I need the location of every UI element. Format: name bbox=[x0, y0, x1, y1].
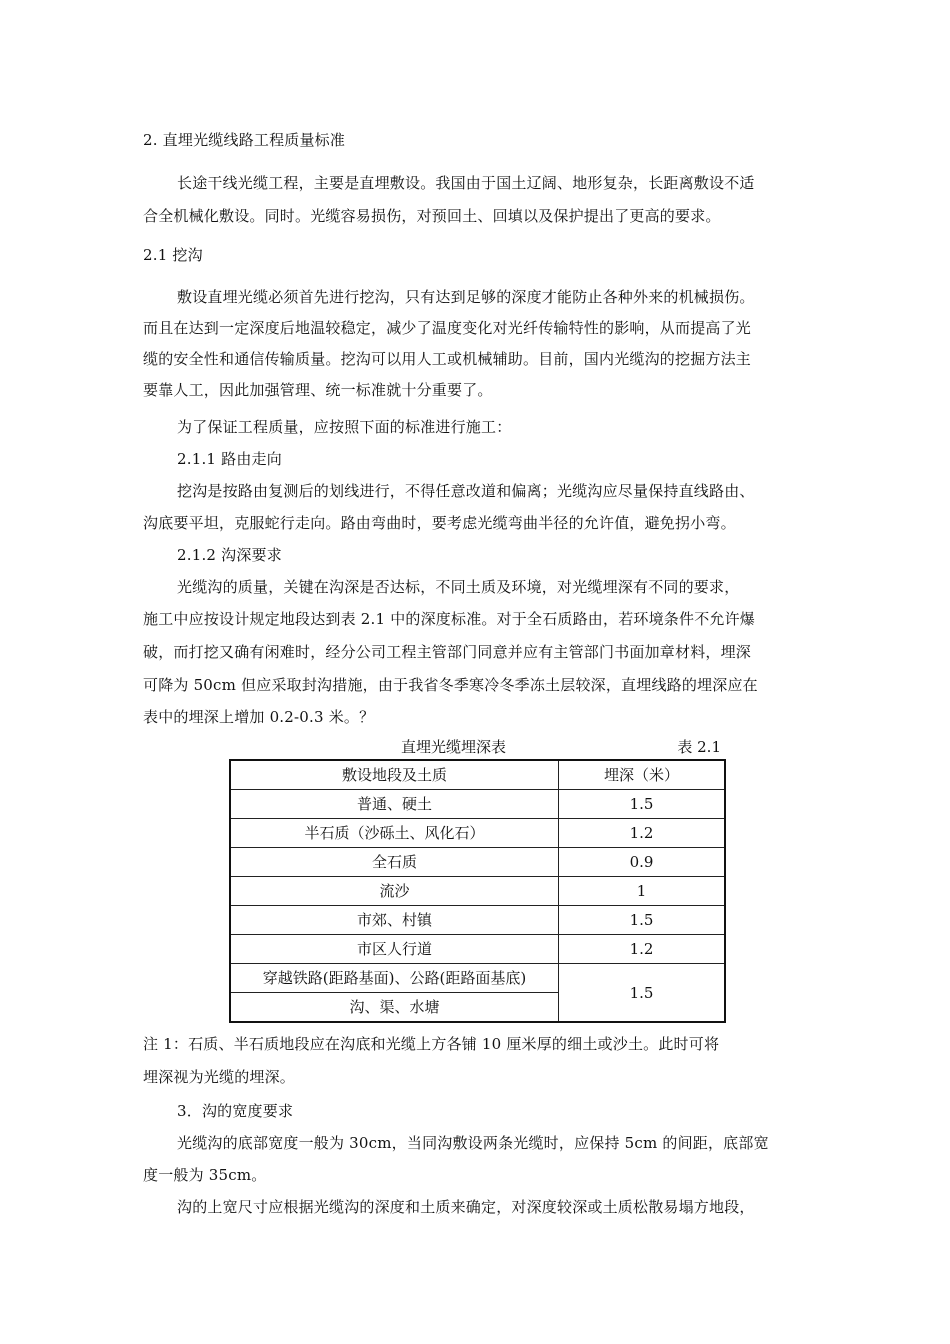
cell-soil: 普通、硬土 bbox=[230, 790, 559, 819]
section-2-1-heading: 2.1 挖沟 bbox=[143, 246, 203, 264]
header-cell-depth: 埋深（米） bbox=[559, 760, 726, 790]
table-header-row bbox=[230, 760, 725, 790]
cell-soil: 半石质（沙砾土、风化石） bbox=[230, 819, 559, 848]
section-3-paragraph-line: 沟的上宽尺寸应根据光缆沟的深度和土质来确定，对深度较深或土质松散易塌方地段， bbox=[177, 1198, 755, 1216]
section-2-paragraph-line: 合全机械化敷设。同时。光缆容易损伤，对预回土、回填以及保护提出了更高的要求。 bbox=[143, 207, 721, 225]
table-caption bbox=[229, 737, 721, 759]
section-2-1-2-paragraph-line: 施工中应按设计规定地段达到表 2.1 中的深度标准。对于全石质路由，若环境条件不允许爆 bbox=[143, 610, 755, 628]
cell-soil: 市郊、村镇 bbox=[230, 906, 559, 935]
cell-soil: 市区人行道 bbox=[230, 935, 559, 964]
section-3-paragraph-line: 光缆沟的底部宽度一般为 30cm，当同沟敷设两条光缆时，应保持 5cm 的间距，底部宽 bbox=[177, 1134, 769, 1152]
section-2-heading: 2. 直埋光缆线路工程质量标准 bbox=[143, 131, 346, 149]
table-row bbox=[230, 877, 725, 906]
cell-depth: 1.5 bbox=[559, 790, 726, 819]
section-2-1-paragraph-line: 而且在达到一定深度后地温较稳定，减少了温度变化对光纤传输特性的影响，从而提高了光 bbox=[143, 319, 752, 337]
cell-soil: 全石质 bbox=[230, 848, 559, 877]
cell-depth: 1.2 bbox=[559, 935, 726, 964]
section-2-1-2-heading: 2.1.2 沟深要求 bbox=[177, 546, 282, 564]
table-row bbox=[230, 964, 725, 993]
section-3-paragraph-line: 度一般为 35cm。 bbox=[143, 1166, 267, 1184]
table-number: 表 2.1 bbox=[677, 738, 721, 756]
table-title: 直埋光缆埋深表 bbox=[401, 738, 507, 756]
section-2-1-paragraph-line: 要靠人工，因此加强管理、统一标准就十分重要了。 bbox=[143, 381, 493, 399]
section-2-1-2-paragraph-line: 表中的埋深上增加 0.2-0.3 米。？ bbox=[143, 708, 375, 726]
section-2-1-paragraph-line: 缆的安全性和通信传输质量。挖沟可以用人工或机械辅助。目前，国内光缆沟的挖掘方法主 bbox=[143, 350, 752, 368]
cell-depth: 0.9 bbox=[559, 848, 726, 877]
section-2-1-1-paragraph-line: 沟底要平坦，克服蛇行走向。路由弯曲时，要考虑光缆弯曲半径的允许值，避免拐小弯。 bbox=[143, 514, 736, 532]
cell-soil: 流沙 bbox=[230, 877, 559, 906]
cell-depth: 1.5 bbox=[559, 906, 726, 935]
burial-depth-table bbox=[229, 759, 726, 1023]
table-row bbox=[230, 848, 725, 877]
section-2-1-2-paragraph-line: 破，而打挖又确有闲难时，经分公司工程主管部门同意并应有主管部门书面加章材料，埋深 bbox=[143, 643, 752, 661]
table-row bbox=[230, 906, 725, 935]
section-2-1-instruction: 为了保证工程质量，应按照下面的标准进行施工： bbox=[177, 418, 512, 436]
section-2-1-1-paragraph-line: 挖沟是按路由复测后的划线进行，不得任意改道和偏离；光缆沟应尽量保持直线路由、 bbox=[177, 482, 755, 500]
table-row bbox=[230, 935, 725, 964]
header-cell-soil: 敷设地段及土质 bbox=[230, 760, 559, 790]
cell-depth-merged: 1.5 bbox=[559, 964, 726, 1023]
table-note-line: 埋深视为光缆的埋深。 bbox=[143, 1068, 296, 1086]
section-2-1-paragraph-line: 敷设直埋光缆必须首先进行挖沟，只有达到足够的深度才能防止各种外来的机械损伤。 bbox=[177, 288, 755, 306]
section-2-1-1-heading: 2.1.1 路由走向 bbox=[177, 450, 282, 468]
section-2-1-2-paragraph-line: 光缆沟的质量，关键在沟深是否达标，不同土质及环境，对光缆埋深有不同的要求， bbox=[177, 578, 740, 596]
cell-depth: 1 bbox=[559, 877, 726, 906]
section-2-paragraph-line: 长途干线光缆工程，主要是直埋敷设。我国由于国土辽阔、地形复杂，长距离敷设不适 bbox=[177, 174, 755, 192]
table-note-line: 注 1：石质、半石质地段应在沟底和光缆上方各铺 10 厘米厚的细土或沙土。此时可将 bbox=[143, 1035, 720, 1053]
section-3-heading: 3．沟的宽度要求 bbox=[177, 1102, 294, 1120]
cell-soil: 沟、渠、水塘 bbox=[230, 993, 559, 1023]
cell-soil: 穿越铁路(距路基面)、公路(距路面基底) bbox=[230, 964, 559, 993]
section-2-1-2-paragraph-line: 可降为 50cm 但应采取封沟措施，由于我省冬季寒冷冬季冻土层较深，直埋线路的埋深应在 bbox=[143, 676, 758, 694]
table-row bbox=[230, 819, 725, 848]
table-row bbox=[230, 790, 725, 819]
cell-depth: 1.2 bbox=[559, 819, 726, 848]
